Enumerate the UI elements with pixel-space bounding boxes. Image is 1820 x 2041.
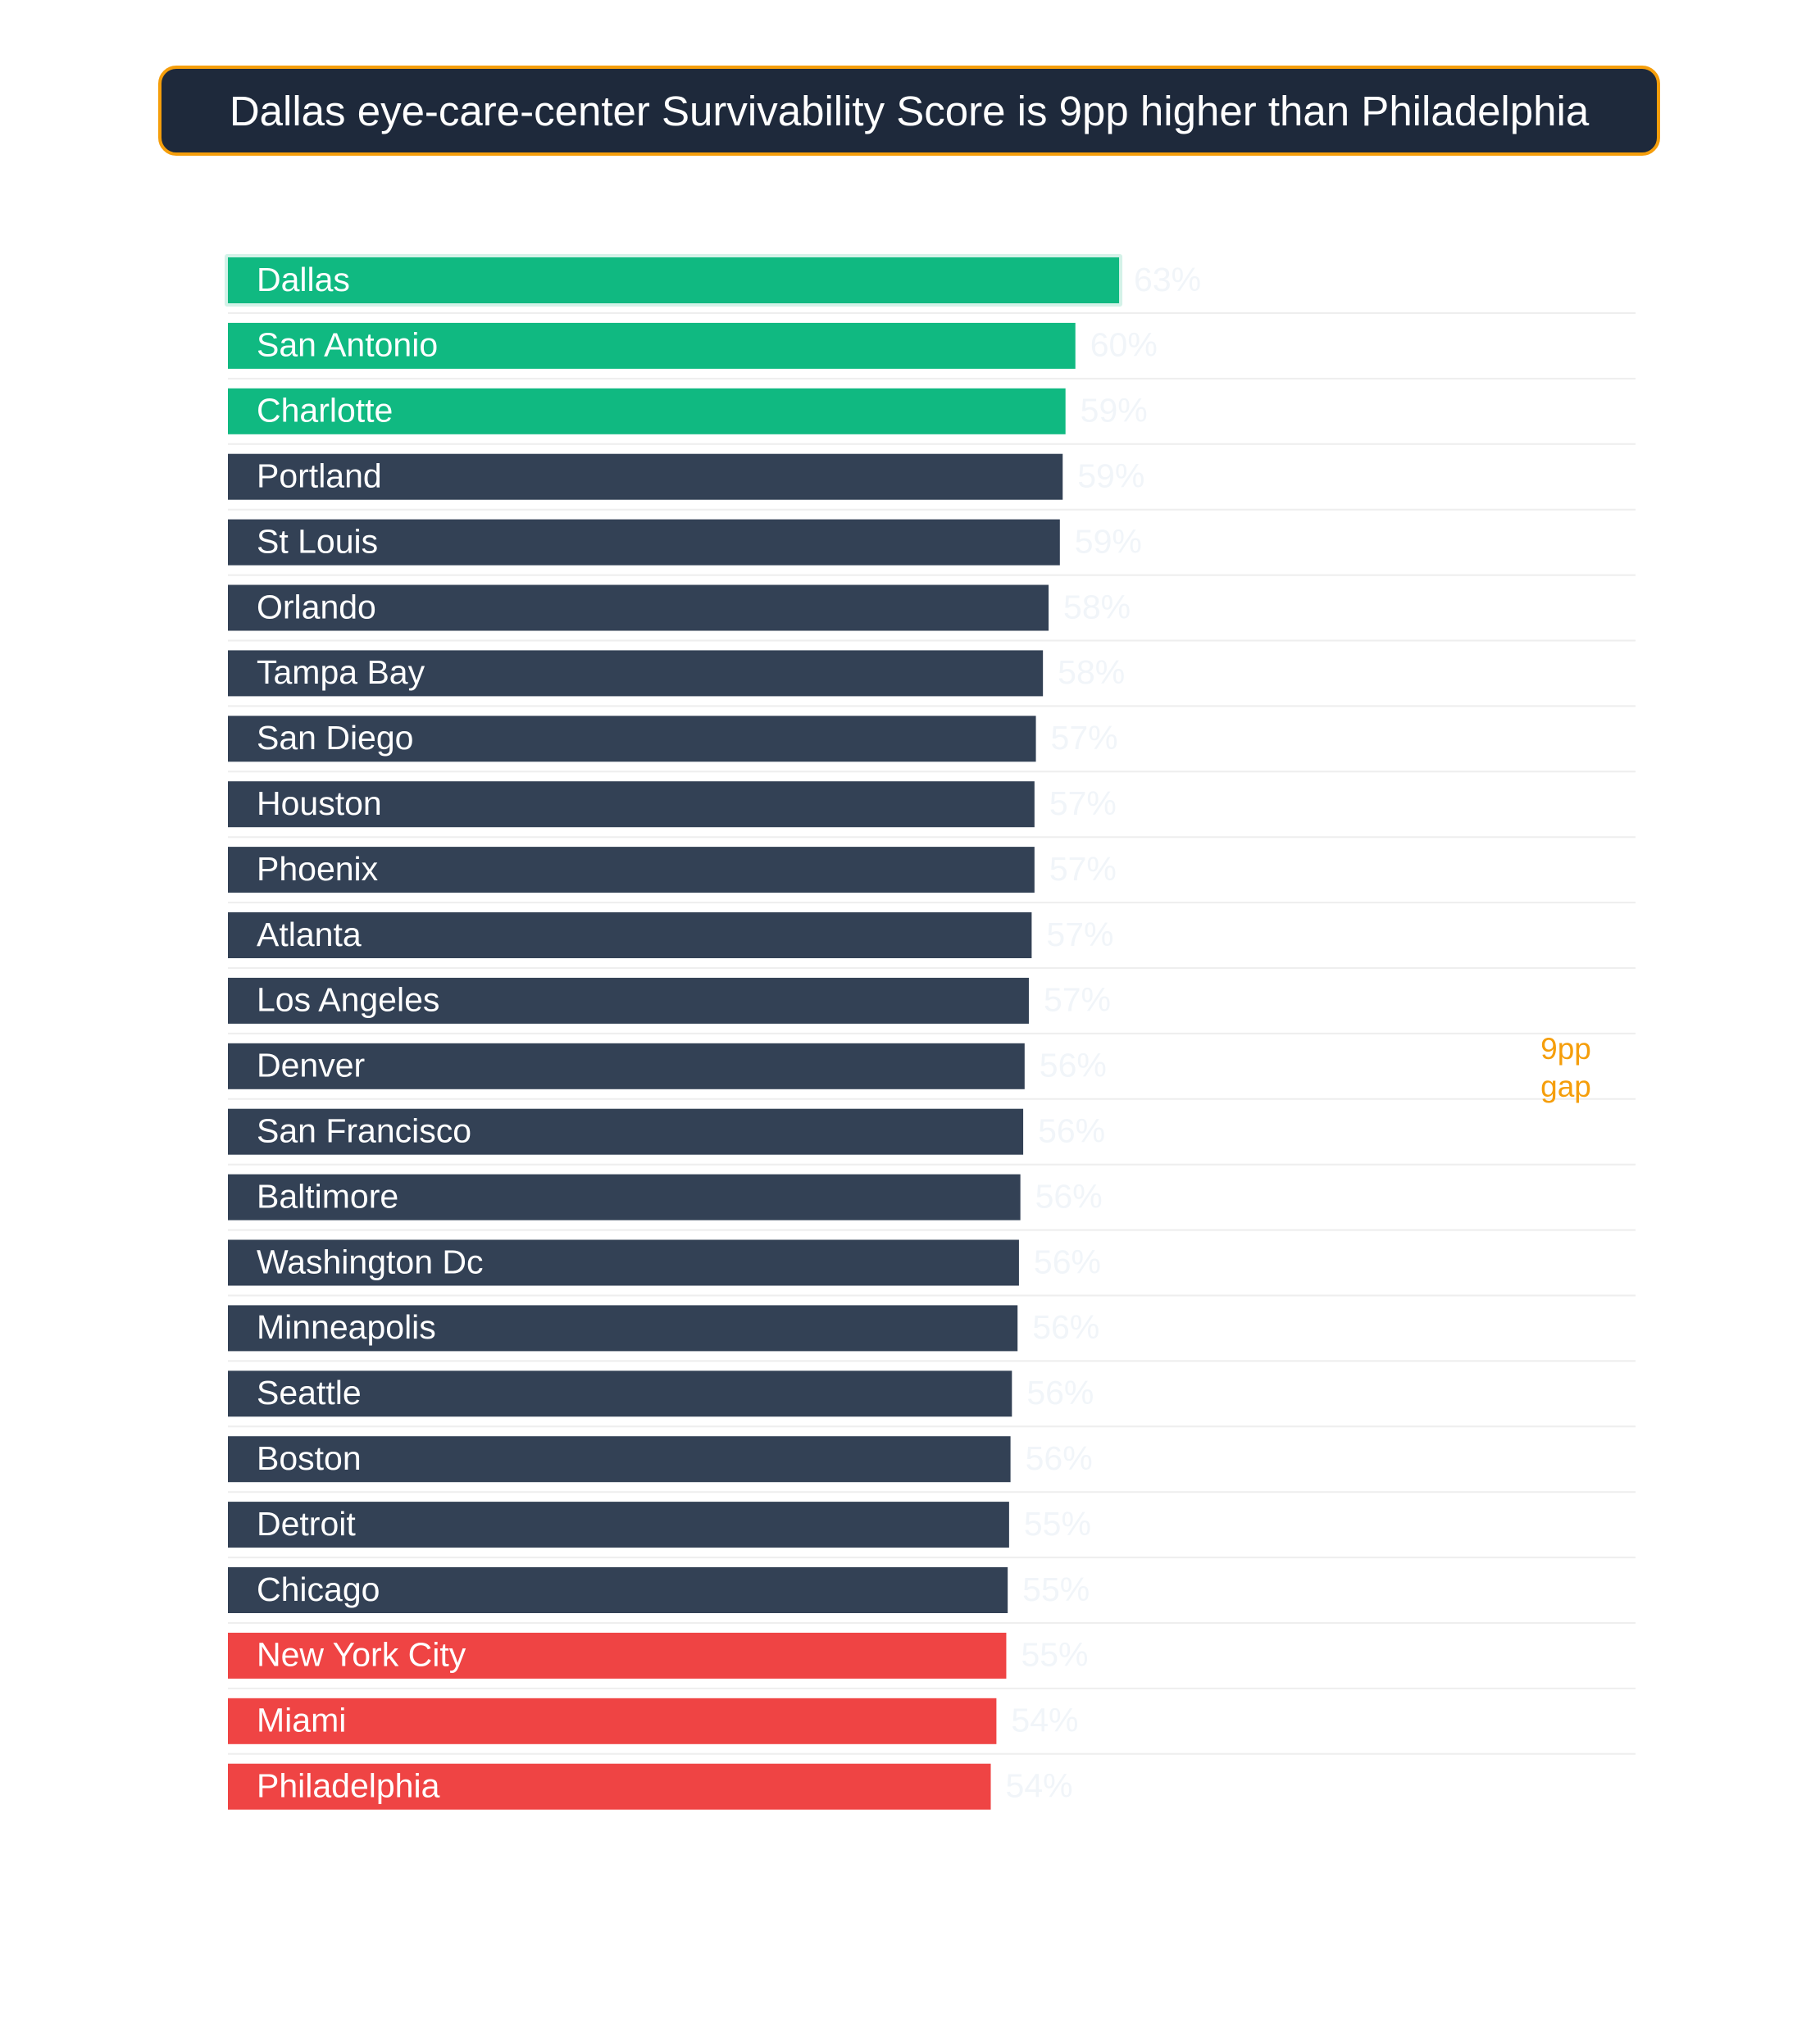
bar-category-label: Houston bbox=[257, 784, 382, 823]
bar-value-label: 54% bbox=[1011, 1701, 1079, 1739]
bar-category-label: Philadelphia bbox=[257, 1766, 440, 1805]
bar-category-label: Denver bbox=[257, 1046, 366, 1084]
bar-category-label: Detroit bbox=[257, 1504, 356, 1543]
bar-value-label: 56% bbox=[1035, 1177, 1103, 1216]
bar-value-label: 56% bbox=[1033, 1243, 1101, 1281]
bar-category-label: St Louis bbox=[257, 522, 379, 561]
bar-value-label: 55% bbox=[1023, 1504, 1091, 1543]
bar-value-label: 59% bbox=[1077, 457, 1145, 495]
bar-value-label: 56% bbox=[1025, 1439, 1093, 1478]
bar-category-label: San Francisco bbox=[257, 1111, 472, 1150]
bar-value-label: 57% bbox=[1046, 915, 1114, 953]
bar-value-label: 56% bbox=[1032, 1308, 1100, 1347]
bar-category-label: Minneapolis bbox=[257, 1308, 436, 1347]
bar-value-label: 59% bbox=[1074, 522, 1142, 561]
bar-value-label: 58% bbox=[1058, 653, 1126, 692]
bar-value-label: 56% bbox=[1039, 1046, 1107, 1084]
bar-value-label: 56% bbox=[1038, 1111, 1106, 1150]
bar-category-label: Phoenix bbox=[257, 849, 379, 888]
bar-value-label: 55% bbox=[1021, 1635, 1089, 1674]
bar-category-label: Charlotte bbox=[257, 391, 394, 430]
bar-category-label: Los Angeles bbox=[257, 980, 440, 1019]
bar-value-label: 63% bbox=[1134, 260, 1202, 298]
bar-category-label: Boston bbox=[257, 1439, 362, 1478]
bar-category-label: Orlando bbox=[257, 588, 376, 626]
bar-category-label: Atlanta bbox=[257, 915, 362, 953]
bar-category-label: Dallas bbox=[257, 260, 350, 298]
gap-annotation-text: gap bbox=[1540, 1069, 1591, 1103]
bar-category-label: Miami bbox=[257, 1701, 347, 1739]
bar-category-label: Portland bbox=[257, 457, 382, 495]
bar-category-label: San Antonio bbox=[257, 325, 439, 364]
chart-title: Dallas eye-care-center Survivability Score is 9pp higher than Philadelphia bbox=[229, 87, 1590, 134]
bar-value-label: 58% bbox=[1063, 588, 1131, 626]
bar-value-label: 59% bbox=[1080, 391, 1148, 430]
bar-value-label: 56% bbox=[1026, 1374, 1094, 1412]
bar bbox=[228, 257, 1119, 303]
bar-value-label: 57% bbox=[1043, 980, 1112, 1019]
bar-category-label: Tampa Bay bbox=[257, 653, 425, 692]
bar-value-label: 54% bbox=[1005, 1766, 1073, 1805]
bar-value-label: 57% bbox=[1049, 849, 1117, 888]
bar-category-label: Washington Dc bbox=[257, 1243, 484, 1281]
bar-category-label: Baltimore bbox=[257, 1177, 399, 1216]
bar-category-label: New York City bbox=[257, 1635, 466, 1674]
bar-category-label: Chicago bbox=[257, 1570, 380, 1608]
bar-value-label: 57% bbox=[1050, 719, 1118, 757]
gap-annotation-text: 9pp bbox=[1540, 1031, 1591, 1066]
bar-category-label: Seattle bbox=[257, 1374, 362, 1412]
bar-value-label: 60% bbox=[1090, 325, 1158, 364]
bar-value-label: 55% bbox=[1022, 1570, 1090, 1608]
bar-category-label: San Diego bbox=[257, 719, 414, 757]
bar-value-label: 57% bbox=[1049, 784, 1117, 823]
